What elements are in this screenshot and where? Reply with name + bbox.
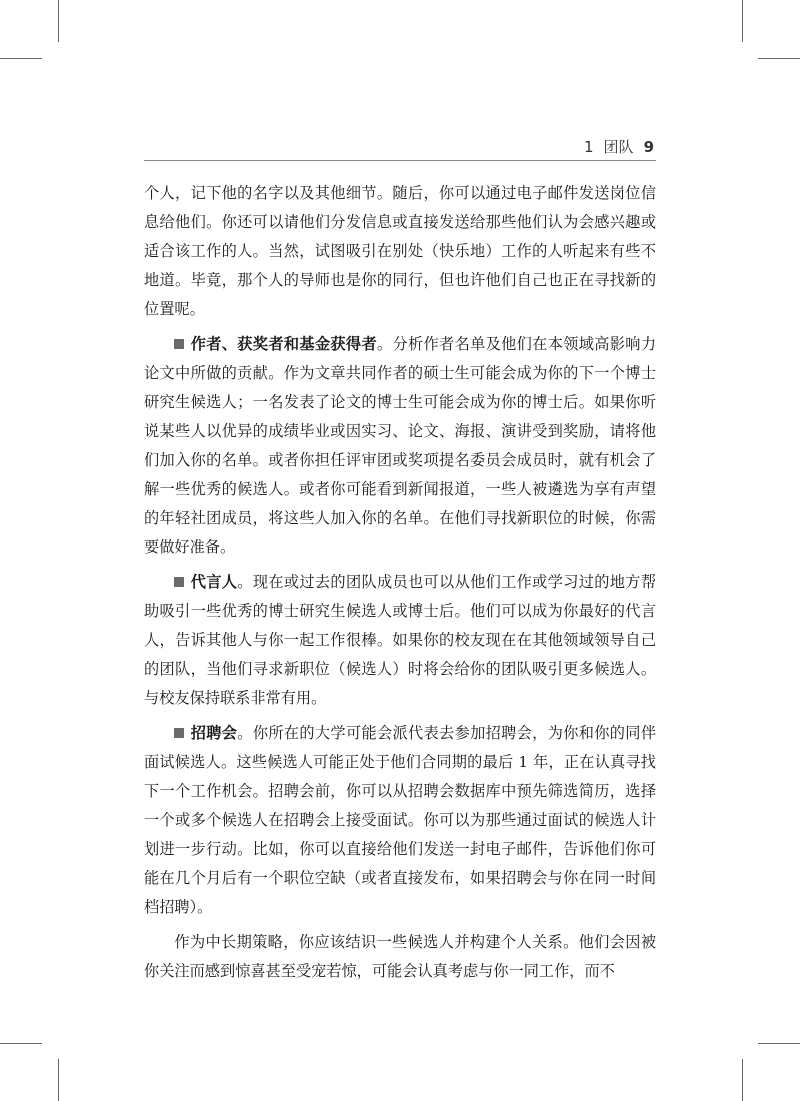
list-item-label: 招聘会: [190, 724, 238, 742]
list-item-advocates: [144, 568, 656, 713]
list-item-label: 代言人: [190, 573, 238, 591]
paragraph-text: 个人，记下他的名字以及其他细节。随后，你可以通过电子邮件发送岗位信息给他们。你还可以请他们分发信息或直接发送给那些他们认为会感兴趣或适合该工作的人。当然，试图吸引在别处（快乐地）工作的人听起来有些不地道。毕竟，那个人的导师也是你的同行，但也许他们自己也正在寻找新的位置呢。: [144, 184, 656, 318]
crop-mark-bottom-left-h: [0, 1043, 42, 1044]
crop-mark-bottom-left: [58, 1059, 59, 1101]
square-bullet-icon: [174, 728, 184, 738]
list-item-authors: [144, 330, 656, 562]
crop-mark-top-left: [58, 0, 59, 42]
paragraph-text: 作为中长期策略，你应该结识一些候选人并构建个人关系。他们会因被你关注而感到惊喜甚至受宠若惊，可能会认真考虑与你一同工作，而不: [144, 933, 656, 980]
crop-mark-top-left-h: [0, 58, 42, 59]
list-item-job-fairs: [144, 719, 656, 922]
page-body: [144, 179, 656, 992]
crop-mark-bottom-right: [742, 1059, 743, 1101]
chapter-number: 1: [584, 138, 594, 156]
list-item-text: 。你所在的大学可能会派代表去参加招聘会，为你和你的同伴面试候选人。这些候选人可能正处于他们合同期的最后 1 年，正在认真寻找下一个工作机会。招聘会前，你可以从招聘会数据库中预先筛选简历，选择一个或多个候选人在招聘会上接受面试。你可以为那些通过面试的候选人计划进一步行动。比如，你可以直接给他们发送一封电子邮件，告诉他们你可能在几个月后有一个职位空缺（或者直接发布，如果招聘会与你在同一时间档招聘）。: [144, 724, 657, 916]
crop-mark-top-right: [742, 0, 743, 42]
square-bullet-icon: [174, 577, 184, 587]
header-rule: [144, 160, 656, 161]
running-header: [144, 136, 656, 158]
page-number: 9: [643, 138, 654, 156]
list-item-label: 作者、获奖者和基金获得者: [190, 335, 377, 353]
paragraph-continuation: [144, 179, 656, 324]
crop-mark-bottom-right-h: [758, 1043, 800, 1044]
crop-mark-top-right-h: [758, 58, 800, 59]
list-item-text: 。现在或过去的团队成员也可以从他们工作或学习过的地方帮助吸引一些优秀的博士研究生候选人或博士后。他们可以成为你最好的代言人，告诉其他人与你一起工作很棒。如果你的校友现在在其他领域领导自己的团队，当他们寻求新职位（候选人）时将会给你的团队吸引更多候选人。与校友保持联系非常有用。: [144, 573, 657, 707]
chapter-title: 团队: [603, 138, 634, 156]
square-bullet-icon: [174, 339, 184, 349]
list-item-text: 。分析作者名单及他们在本领域高影响力论文中所做的贡献。作为文章共同作者的硕士生可能会成为你的下一个博士研究生候选人；一名发表了论文的博士生可能会成为你的博士后。如果你听说某些人以优异的成绩毕业或因实习、论文、海报、演讲受到奖励，请将他们加入你的名单。或者你担任评审团或奖项提名委员会成员时，就有机会了解一些优秀的候选人。或者你可能看到新闻报道，一些人被遴选为享有声望的年轻社团成员，将这些人加入你的名单。在他们寻找新职位的时候，你需要做好准备。: [144, 335, 657, 556]
paragraph-strategy: [144, 928, 656, 986]
